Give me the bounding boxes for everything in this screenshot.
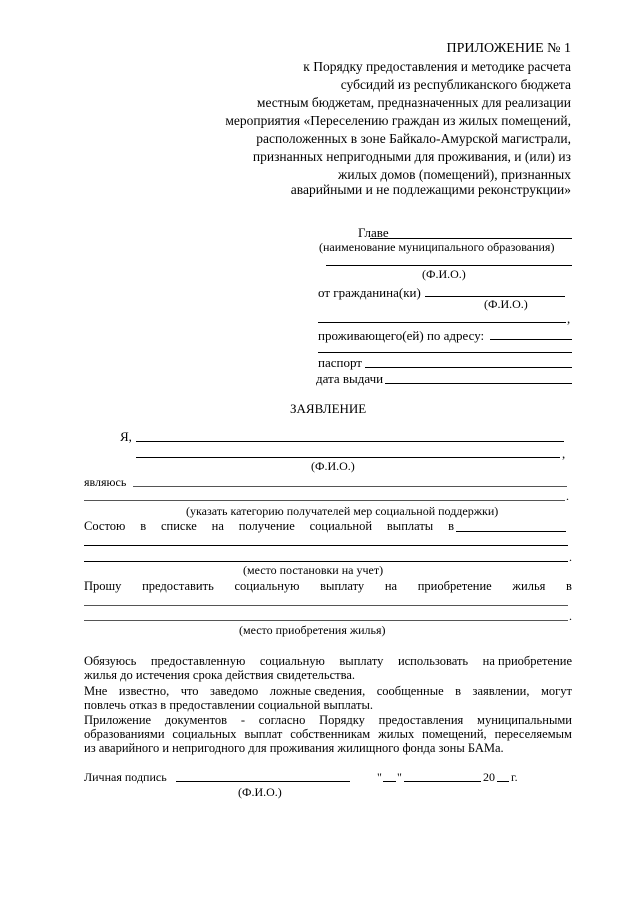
word: в (566, 579, 572, 593)
date-open-quote: " (377, 770, 382, 784)
word: Приложение (84, 713, 152, 727)
registration-place-hint: (место постановки на учет) (243, 563, 384, 577)
word: собственникам (290, 727, 371, 741)
header-line: признанных непригодными для проживания, и (или) из (252, 149, 571, 164)
word: Обязуюсь (84, 654, 137, 668)
word: жилых (378, 727, 415, 741)
passport-line[interactable] (365, 367, 572, 368)
word: выплат (244, 727, 283, 741)
word: что (180, 684, 199, 698)
word: могут (540, 684, 572, 698)
from-citizen-label: от гражданина(ки) (318, 285, 421, 300)
word: согласно (258, 713, 306, 727)
category-hint: (указать категорию получателей мер социальной поддержки) (186, 504, 499, 518)
word: получение (238, 519, 295, 533)
registration-place-line[interactable] (456, 531, 566, 532)
category-line[interactable] (133, 486, 567, 487)
word: заявлении, (472, 684, 530, 698)
header-line: к Порядку предоставления и методике расчета (303, 59, 571, 74)
word: Мне (84, 684, 108, 698)
word: сообщенные (376, 684, 444, 698)
applicant-fio-line[interactable] (136, 441, 564, 442)
word: Порядку (319, 713, 365, 727)
word: предоставить (142, 579, 214, 593)
address-line[interactable] (490, 339, 572, 340)
citizen-fio-hint: (Ф.И.О.) (484, 297, 528, 311)
header-line: местным бюджетам, предназначенных для реализации (256, 95, 571, 110)
header-line: жилых домов (помещений), признанных (338, 167, 571, 182)
word: предоставления (378, 713, 464, 727)
registration-place-line-2[interactable] (84, 545, 568, 546)
period: . (569, 609, 572, 623)
date-month-line[interactable] (404, 781, 481, 782)
word: заведомо (210, 684, 259, 698)
applicant-fio-line-2[interactable] (136, 457, 560, 458)
statement-title: ЗАЯВЛЕНИЕ (290, 401, 367, 416)
signature-label: Личная подпись (84, 770, 167, 784)
word: социальную (259, 654, 325, 668)
word: документов (164, 713, 228, 727)
applicant-fio-hint: (Ф.И.О.) (311, 459, 355, 473)
word: социальную (234, 579, 300, 593)
header-line: расположенных в зоне Байкало-Амурской магистрали, (256, 131, 571, 146)
word: выплаты (386, 519, 434, 533)
municipality-hint: (наименование муниципального образования) (319, 240, 555, 254)
word: Прошу (84, 579, 122, 593)
date-day-line[interactable] (383, 781, 396, 782)
period: . (566, 489, 569, 503)
appendix-title: ПРИЛОЖЕНИЕ № 1 (446, 41, 571, 56)
word: выплату (320, 579, 365, 593)
acquisition-place-hint: (место приобретения жилья) (239, 623, 386, 637)
word: в (140, 519, 147, 533)
issue-date-label: дата выдачи (316, 371, 384, 386)
word: выплату (339, 654, 384, 668)
i-label: Я, (120, 429, 132, 444)
word: в (455, 684, 462, 698)
word: использовать (397, 654, 469, 668)
obligation-line (84, 655, 572, 668)
head-fio-line[interactable] (326, 265, 572, 266)
signature-line[interactable] (176, 781, 350, 782)
word: на (211, 519, 224, 533)
word: помещений, (422, 727, 487, 741)
word: социальных (172, 727, 237, 741)
word: образованиями (84, 727, 165, 741)
acquisition-place-line[interactable] (84, 605, 568, 606)
comma: , (562, 446, 566, 461)
word: - (240, 713, 245, 727)
word: на (384, 579, 398, 593)
awareness-line (84, 685, 572, 698)
header-line: аварийными и не подлежащими реконструкции» (290, 182, 571, 197)
acquisition-place-line-2[interactable] (84, 620, 568, 621)
category-line-2[interactable] (84, 500, 565, 501)
passport-label: паспорт (318, 355, 362, 370)
comma: , (567, 311, 571, 326)
word: приобретение (417, 579, 492, 593)
word: Состою (84, 519, 126, 533)
to-head-label: Главе (358, 225, 389, 240)
word: в (448, 519, 454, 533)
issue-date-line[interactable] (385, 383, 572, 384)
obligation-line: жилья до истечения срока действия свидетельства. (84, 668, 355, 682)
word: ложные сведения, (269, 684, 366, 698)
word: социальной (309, 519, 373, 533)
period: . (569, 550, 572, 564)
year-suffix: г. (511, 770, 518, 784)
word: переселяемым (494, 727, 572, 741)
citizen-fio-line-2[interactable] (318, 322, 566, 323)
awareness-line: повлечь отказ в предоставлении социальной выплаты. (84, 698, 373, 712)
head-name-line[interactable] (370, 238, 572, 239)
being-label: являюсь (84, 475, 127, 489)
registration-place-line-3[interactable] (84, 561, 568, 562)
word: жилья (512, 579, 546, 593)
address-line-2[interactable] (318, 352, 572, 353)
word: муниципальными (477, 713, 572, 727)
year-prefix: 20 (483, 770, 495, 784)
signature-fio-hint: (Ф.И.О.) (238, 785, 282, 799)
address-label: проживающего(ей) по адресу: (318, 328, 485, 343)
head-fio-hint: (Ф.И.О.) (422, 267, 466, 281)
header-line: субсидий из республиканского бюджета (340, 77, 571, 92)
date-year-line[interactable] (497, 781, 509, 782)
attachment-line (84, 728, 572, 741)
word: списке (160, 519, 197, 533)
word: известно, (118, 684, 170, 698)
date-close-quote: " (397, 770, 402, 784)
attachment-line (84, 714, 572, 727)
attachment-line: из аварийного и непригодного для проживания жилищного фонда зоны БАМа. (84, 741, 504, 755)
request-line-text (84, 580, 572, 593)
word: предоставленную (150, 654, 246, 668)
word: на приобретение (482, 654, 572, 668)
header-line: мероприятия «Переселению граждан из жилых помещений, (225, 113, 571, 128)
registered-line-text (84, 520, 454, 533)
